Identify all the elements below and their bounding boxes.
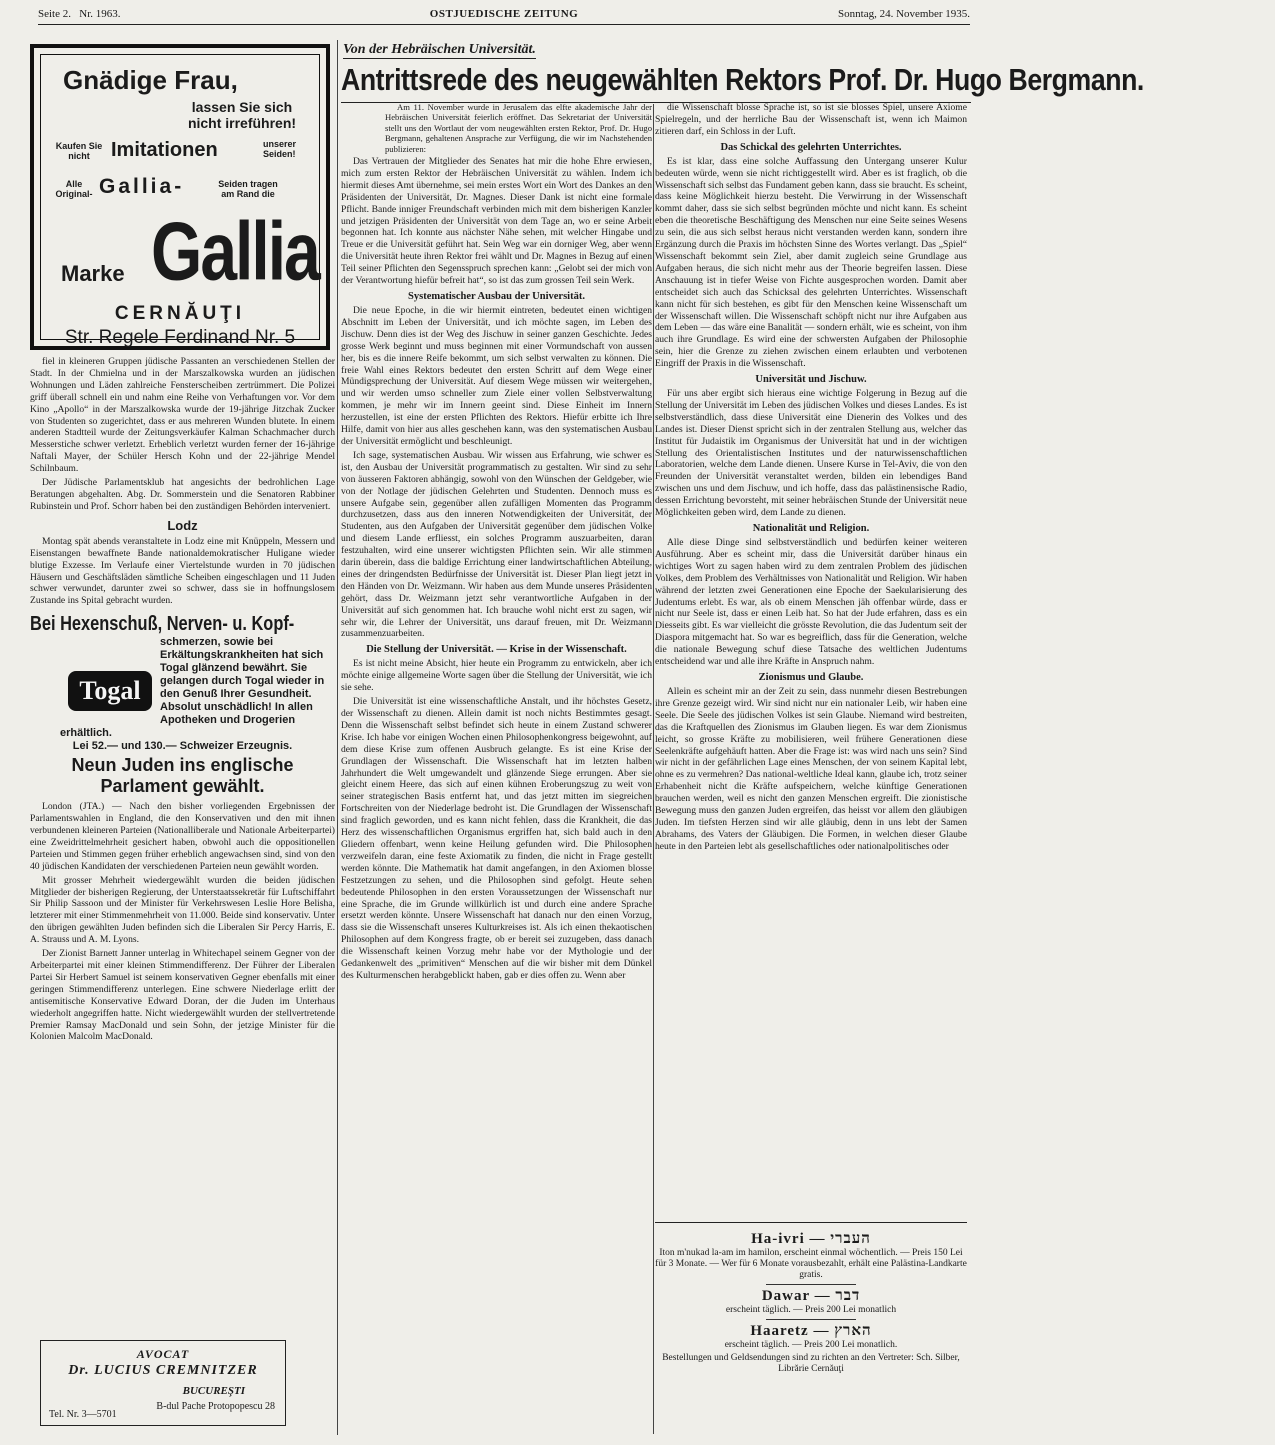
lodz-heading: Lodz bbox=[167, 517, 198, 533]
article-subheading: Systematischer Ausbau der Universität. bbox=[408, 291, 585, 302]
neun-paragraph-3: Der Zionist Barnett Janner unterlag in Whitechapel seinem Gegner von der Arbeiterpartei mit einer kleinen Stimmendifferenz. Der Führer der Liberalen Partei Sir Herbert Samuel ist seinem konservativen Gegner ebenfalls mit einer geringen Stimmendifferenz unterlegen. Eine schwere Niederlage erlitt der antisemitische Konservative Edward Doran, der die Juden im Unterhaus wiederholt angegriffen hatte. Nicht wiedergewählt wurden der stellvertretende Premier Ramsay MacDonald und sein Sohn, der jetzige Minister für die Kolonien Malcolm MacDonald. bbox=[30, 948, 335, 1043]
article-paragraph: Alle diese Dinge sind selbstverständlich und bedürfen keiner weiteren Ausführung. Aber es scheint mir, dass die Universität darüber hinaus ein wichtiges Wort zu sagen haben wird zu dem zentralen Problem des jüdischen Volkes, dem Problem des Verhältnisses von Nationalität und Religion. Wir haben während der letzten zwei Generationen eine Epoche der Saekularisierung des Judentums erlebt. Es war, als ob einem Menschen jäh offenbar würde, dass er nicht nur Seele ist, dass er einen Leib hat. So hat der Jude erfahren, dass es ein Diesseits gibt. Es war vielleicht die grösste Revolution, die das Judentum seit der Diaspora mitgemacht hat. So war es begreiflich, dass für die Generation, welche die nationale Bewegung schuf diese Tatsache des weltlichen Judentums entscheidend war und alle ihre Kräfte in Anspruch nahm. bbox=[655, 537, 967, 668]
article-paragraph: Das Vertrauen der Mitglieder des Senates hat mir die hohe Ehre erwiesen, mich zum ersten Rektor der Hebräischen Universität zu wählen. Indem ich hiermit dieses Amt übernehme, sei mein erstes Wort ein Wort des Dankes an den Präsidenten der Universität, Dr. Magnes. Dieser Dank ist nicht eine formale Pflicht. Bande inniger Freundschaft verbinden mich mit dem bisherigen Kanzler und jetzigen Präsidenten der Universität von dem Tage an, wo er seine Arbeit begonnen hat. Ich konnte aus nächster Nähe sehen, mit welcher Hingabe und Treue er die Universität geführt hat. Sein Weg war ein dorniger Weg, aber wenn die Universität heute ihren Rektor frei wählt und Dr. Magnes in Bezug auf einen Teil seiner Pflichten den Segensspruch sprechen kann: „Gelobt sei der mich von der Verantwortung hiefür befreit hat“, so ist das zum grossen Teil sein Werk. bbox=[341, 156, 652, 287]
ad-marke: Marke bbox=[61, 261, 125, 286]
page-header bbox=[38, 6, 970, 25]
togal-headline: Bei Hexenschuß, Nerven- u. Kopf- bbox=[30, 613, 295, 636]
ad-city: CERNĂUŢI bbox=[114, 303, 246, 324]
separator bbox=[766, 1284, 856, 1285]
right-column bbox=[655, 102, 967, 1220]
avocat-address: B-dul Pache Protopopescu 28 bbox=[156, 1401, 275, 1412]
article-subheading: Nationalität und Religion. bbox=[752, 523, 870, 534]
article-paragraph: Die neue Epoche, in die wir hiermit eintreten, bedeutet einen wichtigen Abschnitt im Leben der Universität, und ich möchte sagen, im Leben des Jischuw. Denn dies ist der Weg des Jischuw in seiner ganzen Geschichte. Jedes grosse Werk beginnt und muss beginnen mit einer Vormundschaft von aussen her, bis es die innere Reife bekommt, um sich selbst verwalten zu können. Die freie Wahl eines Rektors bedeutet den ersten Schritt auf dem Wege einer Mündigsprechung der Universität. Auf diesem Wege müssen wir weitergehen, und wir werden umso schneller zum Ziele einer vollen Selbstverwaltung kommen, je mehr wir im Innern geeint sind. Diese Einheit im Innern herzustellen, ist eine der ersten Pflichten des Rektors. Hiefür erbitte ich Ihre Hilfe, damit von hier aus alles geschehen kann, was den systematischen Ausbau der Universität ermöglicht und beschleunigt. bbox=[341, 305, 652, 447]
lodz-paragraph: Montag spät abends veranstaltete in Lodz eine mit Knüppeln, Messern und Eisenstangen bewaffnete Bande nationaldemokratischer Huligane wieder blutige Exzesse. Im Verlaufe einer Viertelstunde wurden in 70 jüdischen Häusern und Geschäftsläden sämtliche Scheiben eingeschlagen und 11 Juden schwer verwundet, darunter zwei so schwer, dass sie in hoffnungslosem Zustande ins Spital gebracht wurden. bbox=[30, 535, 335, 607]
haivri-text: Iton m'nukad la-am im hamilon, erscheint einmal wöchentlich. — Preis 150 Lei für 3 Monate. — Wer für 6 Monate vorausbezahlt, erhält eine Palästina-Landkarte gratis. bbox=[655, 1248, 967, 1280]
togal-logo: Togal bbox=[68, 671, 152, 711]
avocat-city: BUCUREŞTI bbox=[182, 1385, 245, 1397]
article-paragraph: Ich sage, systematischen Ausbau. Wir wissen aus Erfahrung, wie schwer es ist, den Ausbau der Universität programmatisch zu gestalten. Wir sind zu sehr von äusseren Faktoren abhängig, sowohl von den Wünschen der Geldgeber, wie von der Notlage der jüdischen Gelehrten und Studenten. Dennoch muss es unsere Aufgabe sein, gegenüber allen zufälligen Momenten das Programm durchzusetzen, dass aus den inneren Notwendigkeiten der Universität, der Studenten, aus den Aufgaben der Universität gegenüber dem jüdischen Volke und diesem Lande erfliesst, ein solches Programm auszuarbeiten, daran festzuhalten, wird eine unserer wichtigsten Pflichten sein. Wir alle stimmen darin überein, dass die baldige Errichtung einer landwirtschaftlichen Abteilung, eines der dringendsten Bedürfnisse der Universität ist. Dieser Plan liegt jetzt in den Händen von Dr. Weizmann. Wir haben aus dem Munde unseres Präsidenten gehört, dass Dr. Weizmann jetzt sehr verantwortliche Aufgaben in der Universität auf sich genommen hat. Ich brauche wohl nicht erst zu sagen, wir sehr wir, die Lehrer der Universität, uns darauf freuen, mit Dr. Weizmann zusammenzuarbeiten. bbox=[341, 449, 652, 640]
article-headline: Antrittsrede des neugewählten Rektors Prof. Dr. Hugo Bergmann. bbox=[341, 62, 971, 103]
ad-alle: Alle Original- bbox=[55, 179, 93, 199]
ad-gallia-small: Gallia- bbox=[99, 175, 185, 198]
article-paragraph: Es ist nicht meine Absicht, hier heute ein Programm zu entwickeln, aber ich möchte einige allgemeine Worte sagen über die Stellung der Universität, wie ich sie sehe. bbox=[341, 658, 652, 694]
column-divider bbox=[653, 104, 654, 1434]
ad-seiden-tragen: Seiden tragen am Rand die bbox=[218, 179, 278, 199]
separator bbox=[766, 1319, 856, 1320]
article-kicker: Von der Hebräischen Universität. bbox=[343, 42, 536, 57]
dawar-title: Dawar — דבר bbox=[761, 1288, 861, 1304]
avocat-title: AVOCAT bbox=[136, 1347, 190, 1361]
neun-juden-headline: Neun Juden ins englische Parlament gewählt. bbox=[71, 755, 294, 797]
gallia-brand-logo: Gallia bbox=[151, 204, 319, 297]
parliament-club-paragraph: Der Jüdische Parlamentsklub hat angesichts der bedrohlichen Lage Beratungen abgehalten. Abg. Dr. Sommerstein und die Senatoren Rabbiner Rubinstein und Prof. Schorr haben bei den zuständigen Behörden interveniert. bbox=[30, 477, 335, 512]
neun-paragraph-2: Mit grosser Mehrheit wiedergewählt wurden die beiden jüdischen Mitglieder der bisherigen Regierung, der Unterstaatssekretär für Luftschiffahrt Sir Philip Sassoon und der Minister für Verkehrswesen Leslie Hore Belisha, letzterer mit einer Stimmenmehrheit von 11.000. Beide sind konservativ. Unter den übrigen gewählten Juden befinden sich die Liberalen Sir Percy Harris, E. A. Strauss und A. M. Lyons. bbox=[30, 874, 335, 946]
togal-price: Lei 52.— und 130.— Schweizer Erzeugnis. bbox=[72, 740, 293, 753]
gallia-advertisement bbox=[30, 44, 330, 350]
left-column bbox=[30, 356, 335, 1436]
haaretz-title: Haaretz — הארץ bbox=[750, 1323, 872, 1339]
column-divider bbox=[337, 40, 338, 1435]
article-subheading: Zionismus und Glaube. bbox=[758, 671, 864, 683]
ad-unserer: unserer Seiden! bbox=[263, 139, 297, 159]
togal-advertisement bbox=[30, 613, 335, 751]
warsaw-paragraph: fiel in kleineren Gruppen jüdische Passanten an verschiedenen Stellen der Stadt. In der Chmielna und in der Marszalkowska wurden an jüdischen Wohnungen und Läden zahlreiche Fensterscheiben zertrümmert. Die Polizei griff überall schnell ein und nahm eine Reihe von Verhaftungen vor. Vor dem Kino „Apollo“ in der Marszalkowska wurde der 19-jährige Jitzchak Zucker von Studenten so zugerichtet, dass er aus mehreren Wunden blutete. In einem anderen Stadtteil wurde der Zeitungsverkäufer Kalman Schachmacher durch Messerstiche schwer verletzt. Erheblich verletzt wurden ferner der 16-jährige Naftali Mayer, der Schüler Hersch Kohn und der 22-jährige Mendel Schilnbaum. bbox=[30, 356, 335, 475]
neun-paragraph-1: London (JTA.) — Nach den bisher vorliegenden Ergebnissen der Parlamentswahlen in England, die den Konservativen und den mit ihnen verbundenen kleineren Parteien (Nationalliberale und Nationale Arbeiterpartei) eine Zweidrittelmehrheit gesichert haben, obwohl auch die oppositionellen Parteien und Stimmen gegen früher erheblich angewachsen sind, sind von den 40 jüdischen Kandidaten der verschiedenen Parteien neun gewählt worden. bbox=[30, 801, 335, 872]
article-paragraph: Die Universität ist eine wissenschaftliche Anstalt, und ihr höchstes Gesetz, der Wissenschaft zu dienen. Allein damit ist noch nichts Bestimmtes gesagt. Denn die Wissenschaft selbst befindet sich heute in einem Zustand schwerer Krise. Ich habe vor einigen Wochen einen Philosophenkongress beigewohnt, auf dem diese Krise zum offenen Ausbruch gelangte. Es ist eine Krise der Grundlagen der Wissenschaft. Die Wissenschaft hat im letzten halben Jahrhundert die Welt umgewandelt und glänzende Siege errungen. Aber sie gleicht einem Heere, das sich auf einen kühnen Eroberungszug zu weit von seiner strategischen Basis entfernt hat, und das jetzt mitten im siegreichen Fortschreiten von der Niederlage bedroht ist. Die Grundlagen der Wissenschaft sind fraglich geworden, und es kann nicht fehlen, dass die Krankheit, die das Herz des wissenschaftlichen Organismus ergriffen hat, sich bald auch in den Gliedern offenbart, wenn keine Heilung gefunden wird. Die Philosophen verzweifeln daran, eine feste Axiomatik zu finden, die nicht in Frage gestellt werden könnte. Die Mathematik hat damit angefangen, in den Axiomen blosse Festzetzungen zu sehen, und die Philosophen sind gefolgt. Heute sehen bedeutende Philosophen in den ersten Voraussetzungen der Wissenschaft nur eine Sprache, die im Grunde willkürlich ist und durch eine andere Sprache ersetzt werden könnte. Unsere Wissenschaft hat danach nur den einen Vorzug, dass sie die Wissenschaft unseres Kulturkreises ist. Als ich einen thekaotischen Philosophen auf dem Kongress fragte, ob er bereit sei zuzugeben, dass danach die Wissenschaft keinen Vorzug mehr habe vor der Mythologie und der Gedankenwelt des „primitiven“ Menschen auf die wir bisher mit dem Dünkel des Kulturmenschen herabgeblickt haben, gab er dies offen zu. Wenn aber bbox=[341, 696, 652, 981]
page-number-issue: Seite 2. Nr. 1963. bbox=[38, 8, 121, 20]
article-subheading: Universität und Jischuw. bbox=[755, 374, 867, 386]
orders-text: Bestellungen und Geldsendungen sind zu richten an den Vertreter: Sch. Silber, Librărie Cernăuţi bbox=[662, 1353, 960, 1374]
dawar-text: erscheint täglich. — Preis 200 Lei monatlich bbox=[725, 1305, 897, 1315]
avocat-phone: Tel. Nr. 3—5701 bbox=[49, 1409, 117, 1420]
ad-kaufen: Kaufen Sie nicht bbox=[55, 141, 103, 161]
newspaper-name: OSTJUEDISCHE ZEITUNG bbox=[429, 8, 579, 20]
article-subheading: Die Stellung der Universität. — Krise in der Wissenschaft. bbox=[366, 644, 627, 656]
issue-date: Sonntag, 24. November 1935. bbox=[838, 8, 970, 20]
ad-warning: lassen Sie sich nicht irreführen! bbox=[187, 99, 297, 131]
article-intro: Am 11. November wurde in Jerusalem das elfte akademische Jahr der Hebräischen Universität feierlich eröffnet. Das Sekretariat der Universität stellt uns den Wortlaut der vom neugewählten ersten Rektor, Prof. Dr. Hugo Bergmann, gehaltenen Ansprache zur Verfügung, die wir im Nachstehenden publizieren: bbox=[385, 102, 652, 154]
avocat-advertisement bbox=[40, 1340, 286, 1426]
haaretz-text: erscheint täglich. — Preis 200 Lei monatlich. bbox=[724, 1340, 898, 1350]
ad-street: Str. Regele Ferdinand Nr. 5 bbox=[64, 327, 296, 348]
haivri-title: Ha-ivri — העברי bbox=[751, 1231, 871, 1247]
ad-greeting: Gnädige Frau, bbox=[63, 65, 238, 95]
togal-text: schmerzen, sowie bei Erkältungskrankheiten hat sich Togal glänzend bewährt. Sie gelangen durch Togal wieder in den Genuß Ihrer Gesundheit. Absolut unschädlich! In allen Apotheken und Drogerien erhältlich. bbox=[60, 636, 325, 740]
article-paragraph: Es ist klar, dass eine solche Auffassung den Untergang unserer Kulur bedeuten würde, wenn sie nicht richtiggestellt wird. Aber es ist fraglich, ob die Wissenschaft sich selbst das Fundament geben kann, dass sie braucht. Es scheint, dass keine Möglichkeit hierzu besteht. Die Verwirrung in der Wissenschaft kommt daher, dass sie sich selbst begründen möchte und nicht kann. Es scheint eben die theoretische Beschäftigung des Menschen nur eine Seite seines Wesens zu sein, die aus sich selbst heraus nicht verstanden werden kann, sondern ihre Ergänzung durch die Praxis im höchsten Sinne des Wortes verlangt. Das „Spiel“ Wissenschaft bekommt sein Ziel, aber damit zugleich seine Grundlage aus Aufgaben heraus, die sich nicht mehr aus der Theorie begreifen lassen. Diese Anschauung ist in tiefer Weise von Fichte ausgesprochen worden. Damit aber entscheidet sich auch das Schicksal des gelehrten Unterrichtes. Wissenschaft kann nicht für sich bestehen, es gibt für den Menschen keine Wissenschaft um der Wissenschaft willen. Die Wissenschaft schöpft nicht nur ihre Aufgaben aus dem Leben — das wäre eine Banalität — sondern erhält, wie es scheint, von ihm auch ihre Grundlage. Es wird eine der schwersten Aufgaben der Philosophie sein, hier die Grenze zu ziehen zwischen einem erlaubten und verbotenen Eingriff der Praxis in die Wissenschaft. bbox=[655, 155, 967, 370]
article-paragraph: Für uns aber ergibt sich hieraus eine wichtige Folgerung in Bezug auf die Stellung der Universität im Leben des jüdischen Volkes und dieses Landes. Es ist selbstverständlich, dass diese Universität eine Dienerin des Volkes und des Landes ist. Dieser Dienst spricht sich in der zentralen Stellung aus, welcher das Institut für Judaistik im Organismus der Universität hat und in der wichtigen Stellung des Orientalistischen Institutes und der naturwissenschaftlichen Laboratorien, welche dem Lande dienen. Unsere Kurse in Tel-Aviv, die von den Freunden der Universität veranstaltet werden, bilden ein lebendiges Band zwischen uns und dem Jischuw, und ich hoffe, dass das palästinensische Radio, dessen Errichtung bevorsteht, mit seiner hebräischen Stunde der Universität neue Möglichkeiten geben wird, dem Lande zu dienen. bbox=[655, 388, 967, 519]
avocat-name: Dr. LUCIUS CREMNITZER bbox=[68, 1363, 258, 1378]
middle-column bbox=[341, 102, 652, 1432]
article-paragraph: Allein es scheint mir an der Zeit zu sein, dass nunmehr diesen Bestrebungen ihre Grenze gezeigt wird. Wir sind nicht nur ein nationaler Leib, wir haben eine Seele. Die Seele des jüdischen Volkes ist sein Glaube. Niemand wird bestreiten, das die Kraftquellen des Zionismus im Glauben liegen. Es war dem Zionismus leicht, so grosse Kräfte zu mobilisieren, weil frühere Generationen diese Seelenkräfte aufgehäuft hatten. Aber die Frage ist: was wird nach uns sein? Sind wir nicht in der gefährlichen Lage eines Menschen, der von seinem Kapital lebt, ohne es zu vermehren? Das national-weltliche Ideal kann, glaube ich, trotz seiner Erhabenheit nicht die Kräfte aufspeichern, welche künftige Generationen brauchen werden, weil es nicht den ganzen Menschen ergreift. Die zionistische Bewegung muss den ganzen Juden ergreifen, das heisst vor allem den gläubigen Juden. Im tiefsten Herzen sind wir alle gläubig, denn in uns lebt der Samen Abrahams, des Vaters der Gläubigen. Die Formen, in welchen dieser Glaube heute in den Parteien lebt als gesellschaftliches oder nationalpolitisches oder bbox=[655, 685, 967, 852]
article-subheading: Das Schickal des gelehrten Unterrichtes. bbox=[720, 141, 902, 153]
article-paragraph: die Wissenschaft blosse Sprache ist, so ist sie blosses Spiel, unsere Axiome Spielregeln, und der herrliche Bau der Wissenschaft ist, wenn ich Maimon zitieren darf, ein Schloss in der Luft. bbox=[655, 102, 967, 137]
ad-imitationen: Imitationen bbox=[111, 139, 218, 161]
hebrew-newspapers-advertisement bbox=[655, 1222, 967, 1435]
